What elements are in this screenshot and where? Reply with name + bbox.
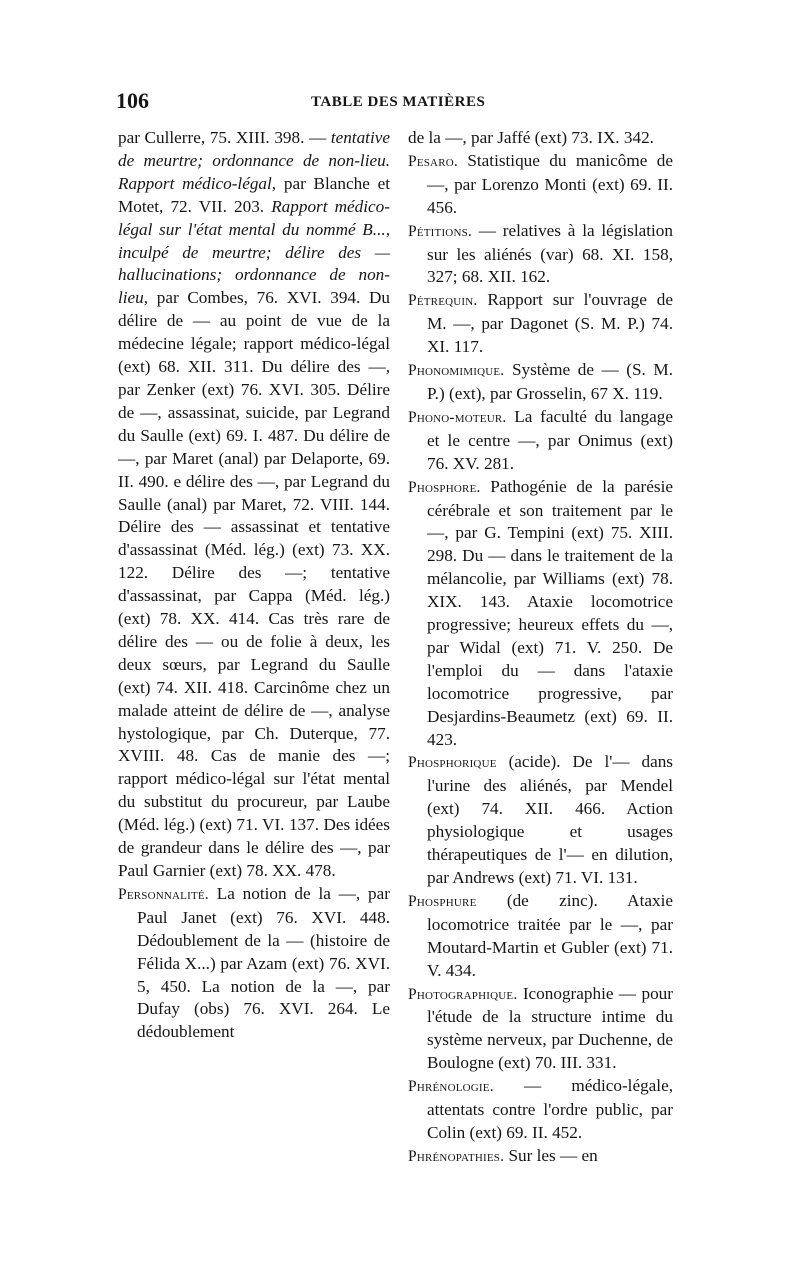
entry-headword: Phrénologie.	[408, 1078, 494, 1096]
entry-petrequin	[408, 289, 673, 359]
entry-headword: Personnalité.	[118, 885, 209, 903]
entry-phosphure	[408, 890, 673, 983]
entry-headword: Phrénopathies.	[408, 1147, 505, 1165]
running-title: TABLE DES MATIÈRES	[311, 94, 486, 110]
entry-text: Iconographie — pour l'étude de la structure intime du système nerveux, par Duchenne, de Boulogne (ext) 70. III. 331.	[427, 983, 673, 1073]
entry-text: Système de — (S. M. P.) (ext), par Grosselin, 67 X. 119.	[427, 360, 673, 403]
entry-headword: Photographique.	[408, 985, 518, 1003]
entry-text: par Blanche et Motet, 72. VII. 203.	[118, 173, 390, 216]
entry-text: Statistique du manicôme de —, par Lorenzo Monti (ext) 69. II. 456.	[427, 150, 673, 217]
entry-headword: Pétrequin.	[408, 292, 478, 310]
entry-phonomimique	[408, 359, 673, 406]
page-header	[116, 88, 676, 124]
entry-text: (de zinc). Ataxie locomotrice traitée par le —, par Moutard-Martin et Gubler (ext) 71. V. 434.	[427, 890, 673, 980]
entry-text: (acide). De l'— dans l'urine des aliénés, par Mendel (ext) 74. XII. 466. Action physiologique et usages thérapeutiques de l'— en dilution, par Andrews (ext) 71. VI. 131.	[427, 752, 673, 887]
entry-headword: Phonomimique.	[408, 362, 505, 380]
entry-continuation	[118, 127, 390, 883]
entry-text: de la —, par Jaffé (ext) 73. IX. 342.	[408, 128, 654, 147]
entry-text: — médico-légale, attentats contre l'ordre public, par Colin (ext) 69. II. 452.	[427, 1076, 673, 1142]
entry-text: par Combes, 76. XVI. 394. Du délire de — au point de vue de la médecine légale; rapport médico-légal (ext) 68. XII. 311. Du délire des —, par Zenker (ext) 76. XVI. 305. Délire de —, assassinat, suicide, par Legrand du Saulle (ext) 69. I. 487. Du délire de —, par Maret (anal) par Delaporte, 69. II. 490. e délire des —, par Legrand du Saulle (anal) par Maret, 72. VIII. 144. Délire des — assassinat et tentative d'assassinat (Méd. lég.) (ext) 73. XX. 122. Délire des —; tentative d'assassinat, par Cappa (Méd. lég.) (ext) 78. XX. 414. Cas très rare de délire des — ou de folie à deux, les deux sœurs, par Legrand du Saulle (ext) 74. XII. 418. Carcinôme chez un malade atteint de délire de —, analyse hystologique, par Ch. Duterque, 77. XVIII. 48. Cas de manie des —; rapport médico-légal sur l'état mental du substitut du procureur, par Laube (Méd. lég.) (ext) 71. VI. 137. Des idées de grandeur dans le délire des —, par Paul Garnier (ext) 78. XX. 478.	[118, 288, 390, 880]
entry-headword: Pétitions.	[408, 222, 472, 240]
page-number: 106	[116, 88, 149, 113]
entry-italic-text: Rapport médico-légal sur l'état mental du nommé B..., inculpé de meurtre; délire des — hallucinations; ordonnance de non-lieu,	[118, 196, 390, 308]
left-column	[118, 127, 390, 1044]
entry-text: La notion de la —, par Paul Janet (ext) 76. XVI. 448. Dédoublement de la — (histoire de Félida X...) par Azam (ext) 76. XVI. 5, 450. La notion de la —, par Dufay (obs) 76. XVI. 264. Le dédoublement	[137, 883, 390, 1042]
entry-text: Rapport sur l'ouvrage de M. —, par Dagonet (S. M. P.) 74. XI. 117.	[427, 290, 673, 357]
entry-personnalite	[118, 883, 390, 1044]
entry-text: La faculté du langage et le centre —, par Onimus (ext) 76. XV. 281.	[427, 406, 673, 473]
entry-headword: Phosphure	[408, 892, 477, 910]
entry-text: — relatives à la législation sur les aliénés (var) 68. XI. 158, 327; 68. XII. 162.	[427, 220, 673, 287]
entry-headword: Pesaro.	[408, 152, 458, 170]
entry-pesaro	[408, 150, 673, 220]
entry-phrenopathies	[408, 1145, 673, 1169]
entry-text: par Cullerre, 75. XIII. 398. —	[118, 128, 331, 147]
right-column	[408, 127, 673, 1169]
entry-phrenologie	[408, 1075, 673, 1145]
entry-text: Pathogénie de la parésie cérébrale et son traitement par le —, par G. Tempini (ext) 75. XIII. 298. Du — dans le traitement de la mélancolie, par Williams (ext) 78. XIX. 143. Ataxie locomotrice progressive; heureux effets du —, par Widal (ext) 71. V. 250. De l'emploi du — dans l'ataxie locomotrice progressive, par Desjardins-Beaumetz (ext) 69. II. 423.	[427, 476, 673, 749]
entry-headword: Phosphorique	[408, 754, 497, 772]
entry-phosphore	[408, 476, 673, 752]
entry-italic-text: tentative de meurtre; ordonnance de non-lieu. Rapport médico-légal,	[118, 128, 390, 193]
entry-headword: Phosphore.	[408, 478, 481, 496]
entry-headword: Phono-moteur.	[408, 408, 507, 426]
entry-phono-moteur	[408, 406, 673, 476]
entry-phosphorique	[408, 751, 673, 889]
entry-photographique	[408, 983, 673, 1076]
entry-continuation	[408, 127, 673, 150]
entry-petitions	[408, 220, 673, 290]
entry-text: Sur les — en	[504, 1145, 598, 1165]
